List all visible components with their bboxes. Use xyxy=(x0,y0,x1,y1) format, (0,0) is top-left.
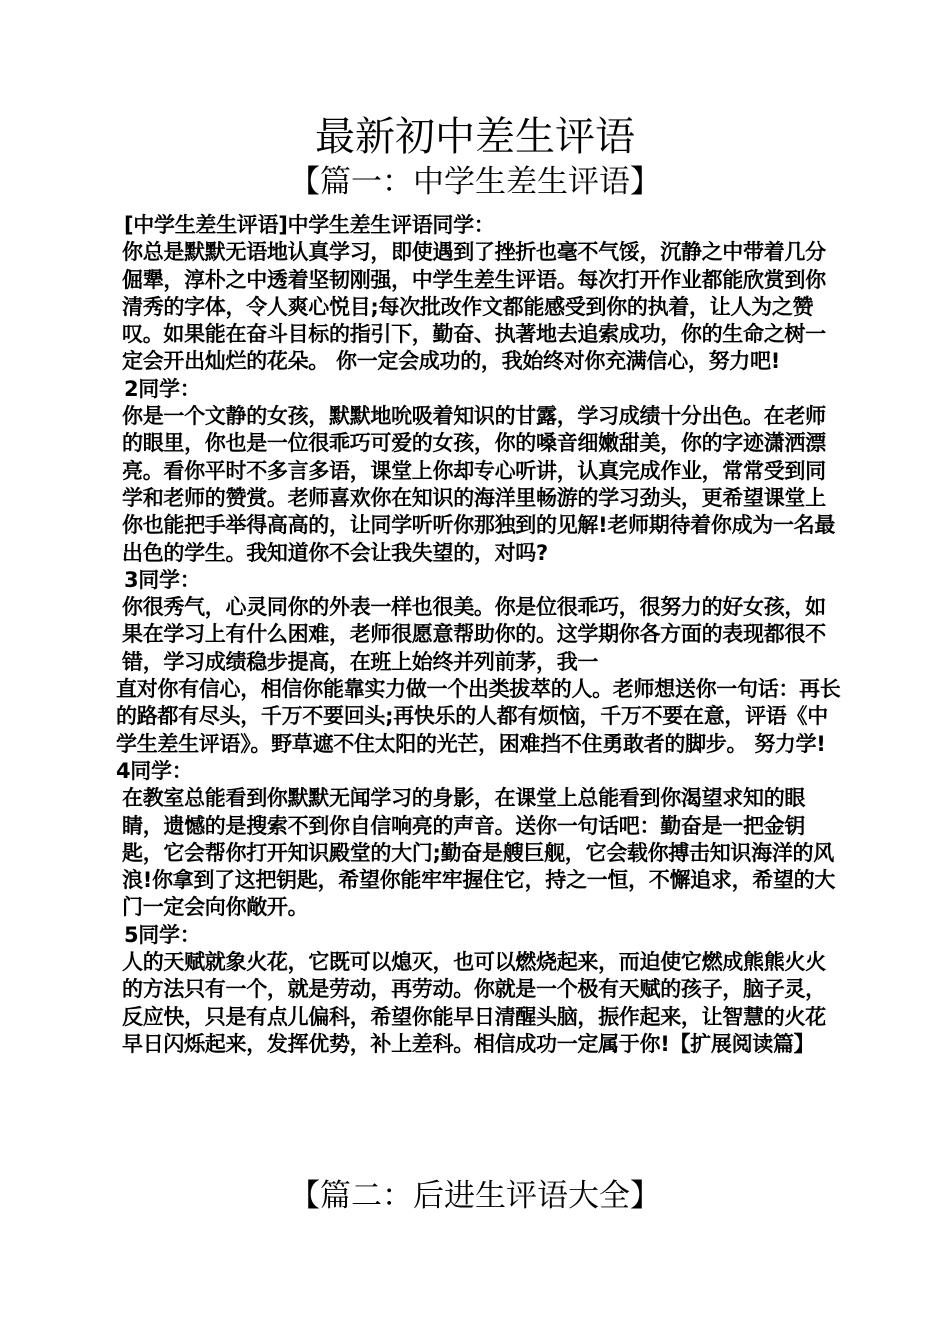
document-body xyxy=(116,212,842,1058)
paragraph-text-1: 你总是默默无语地认真学习，即使遇到了挫折也毫不气馁，沉静之中带着几分倔犟，淳朴之中透着坚韧刚强，中学生差生评语。每次打开作业都能欣赏到你清秀的字体，令人爽心悦目;每次批改作文都能感受到你的执着，让人为之赞叹。如果能在奋斗目标的指引下，勤奋、执著地去追索成功，你的生命之树一定会开出灿烂的花朵。 你一定会成功的，我始终对你充满信心，努力吧! xyxy=(122,240,826,374)
paragraph-label-2: 2同学： xyxy=(124,376,201,401)
paragraph-text-3: 你很秀气，心灵同你的外表一样也很美。你是位很乖巧，很努力的好女孩，如果在学习上有什么困难，老师很愿意帮助你的。这学期你各方面的表现都很不错，学习成绩稳步提高，在班上始终并列前茅，我一 xyxy=(122,595,826,674)
paragraph-label-1: [中学生差生评语]中学生差生评语同学： xyxy=(124,213,495,237)
paragraph-label-5: 5同学： xyxy=(124,922,201,947)
section-heading-2: 【篇二：后进生评语大全】 xyxy=(289,1178,661,1214)
paragraph-text-3-continued: 直对你有信心，相信你能靠实力做一个出类拔萃的人。老师想送你一句话：再长的路都有尽头，千万不要回头;再快乐的人都有烦恼，千万不要在意，评语《中学生差生评语》。野草遮不住太阳的光芒，困难挡不住勇敢者的脚步。 努力学! 4同学： xyxy=(116,677,841,783)
section-heading-1: 【篇一：中学生差生评语】 xyxy=(289,164,661,200)
paragraph-text-2: 你是一个文静的女孩，默默地吮吸着知识的甘露，学习成绩十分出色。在老师的眼里，你也是一位很乖巧可爱的女孩，你的嗓音细嫩甜美，你的字迹潇洒漂亮。看你平时不多言多语，课堂上你却专心听讲，认真完成作业，常常受到同学和老师的赞赏。老师喜欢你在知识的海洋里畅游的学习劲头，更希望课堂上你也能把手举得高高的，让同学听听你那独到的见解!老师期待着你成为一名最出色的学生。我知道你不会让我失望的，对吗? xyxy=(122,404,836,565)
document-title: 最新初中差生评语 xyxy=(315,114,635,160)
paragraph-text-5: 人的天赋就象火花，它既可以熄灭，也可以燃烧起来，而迫使它燃成熊熊火火的方法只有一个，就是劳动，再劳动。你就是一个极有天赋的孩子，脑子灵，反应快，只是有点儿偏科，希望你能早日清醒头脑，振作起来，让智慧的火花早日闪烁起来，发挥优势，补上差科。相信成功一定属于你!【扩展阅读篇】 xyxy=(122,950,826,1056)
paragraph-text-4: 在教室总能看到你默默无闻学习的身影，在课堂上总能看到你渴望求知的眼睛，遗憾的是搜索不到你自信响亮的声音。送你一句话吧：勤奋是一把金钥匙，它会帮你打开知识殿堂的大门;勤奋是艘巨舰，它会载你搏击知识海洋的风浪!你拿到了这把钥匙，希望你能牢牢握住它，持之一恒，不懈追求，希望的大门一定会向你敞开。 xyxy=(122,786,836,920)
paragraph-label-3: 3同学： xyxy=(124,567,201,592)
